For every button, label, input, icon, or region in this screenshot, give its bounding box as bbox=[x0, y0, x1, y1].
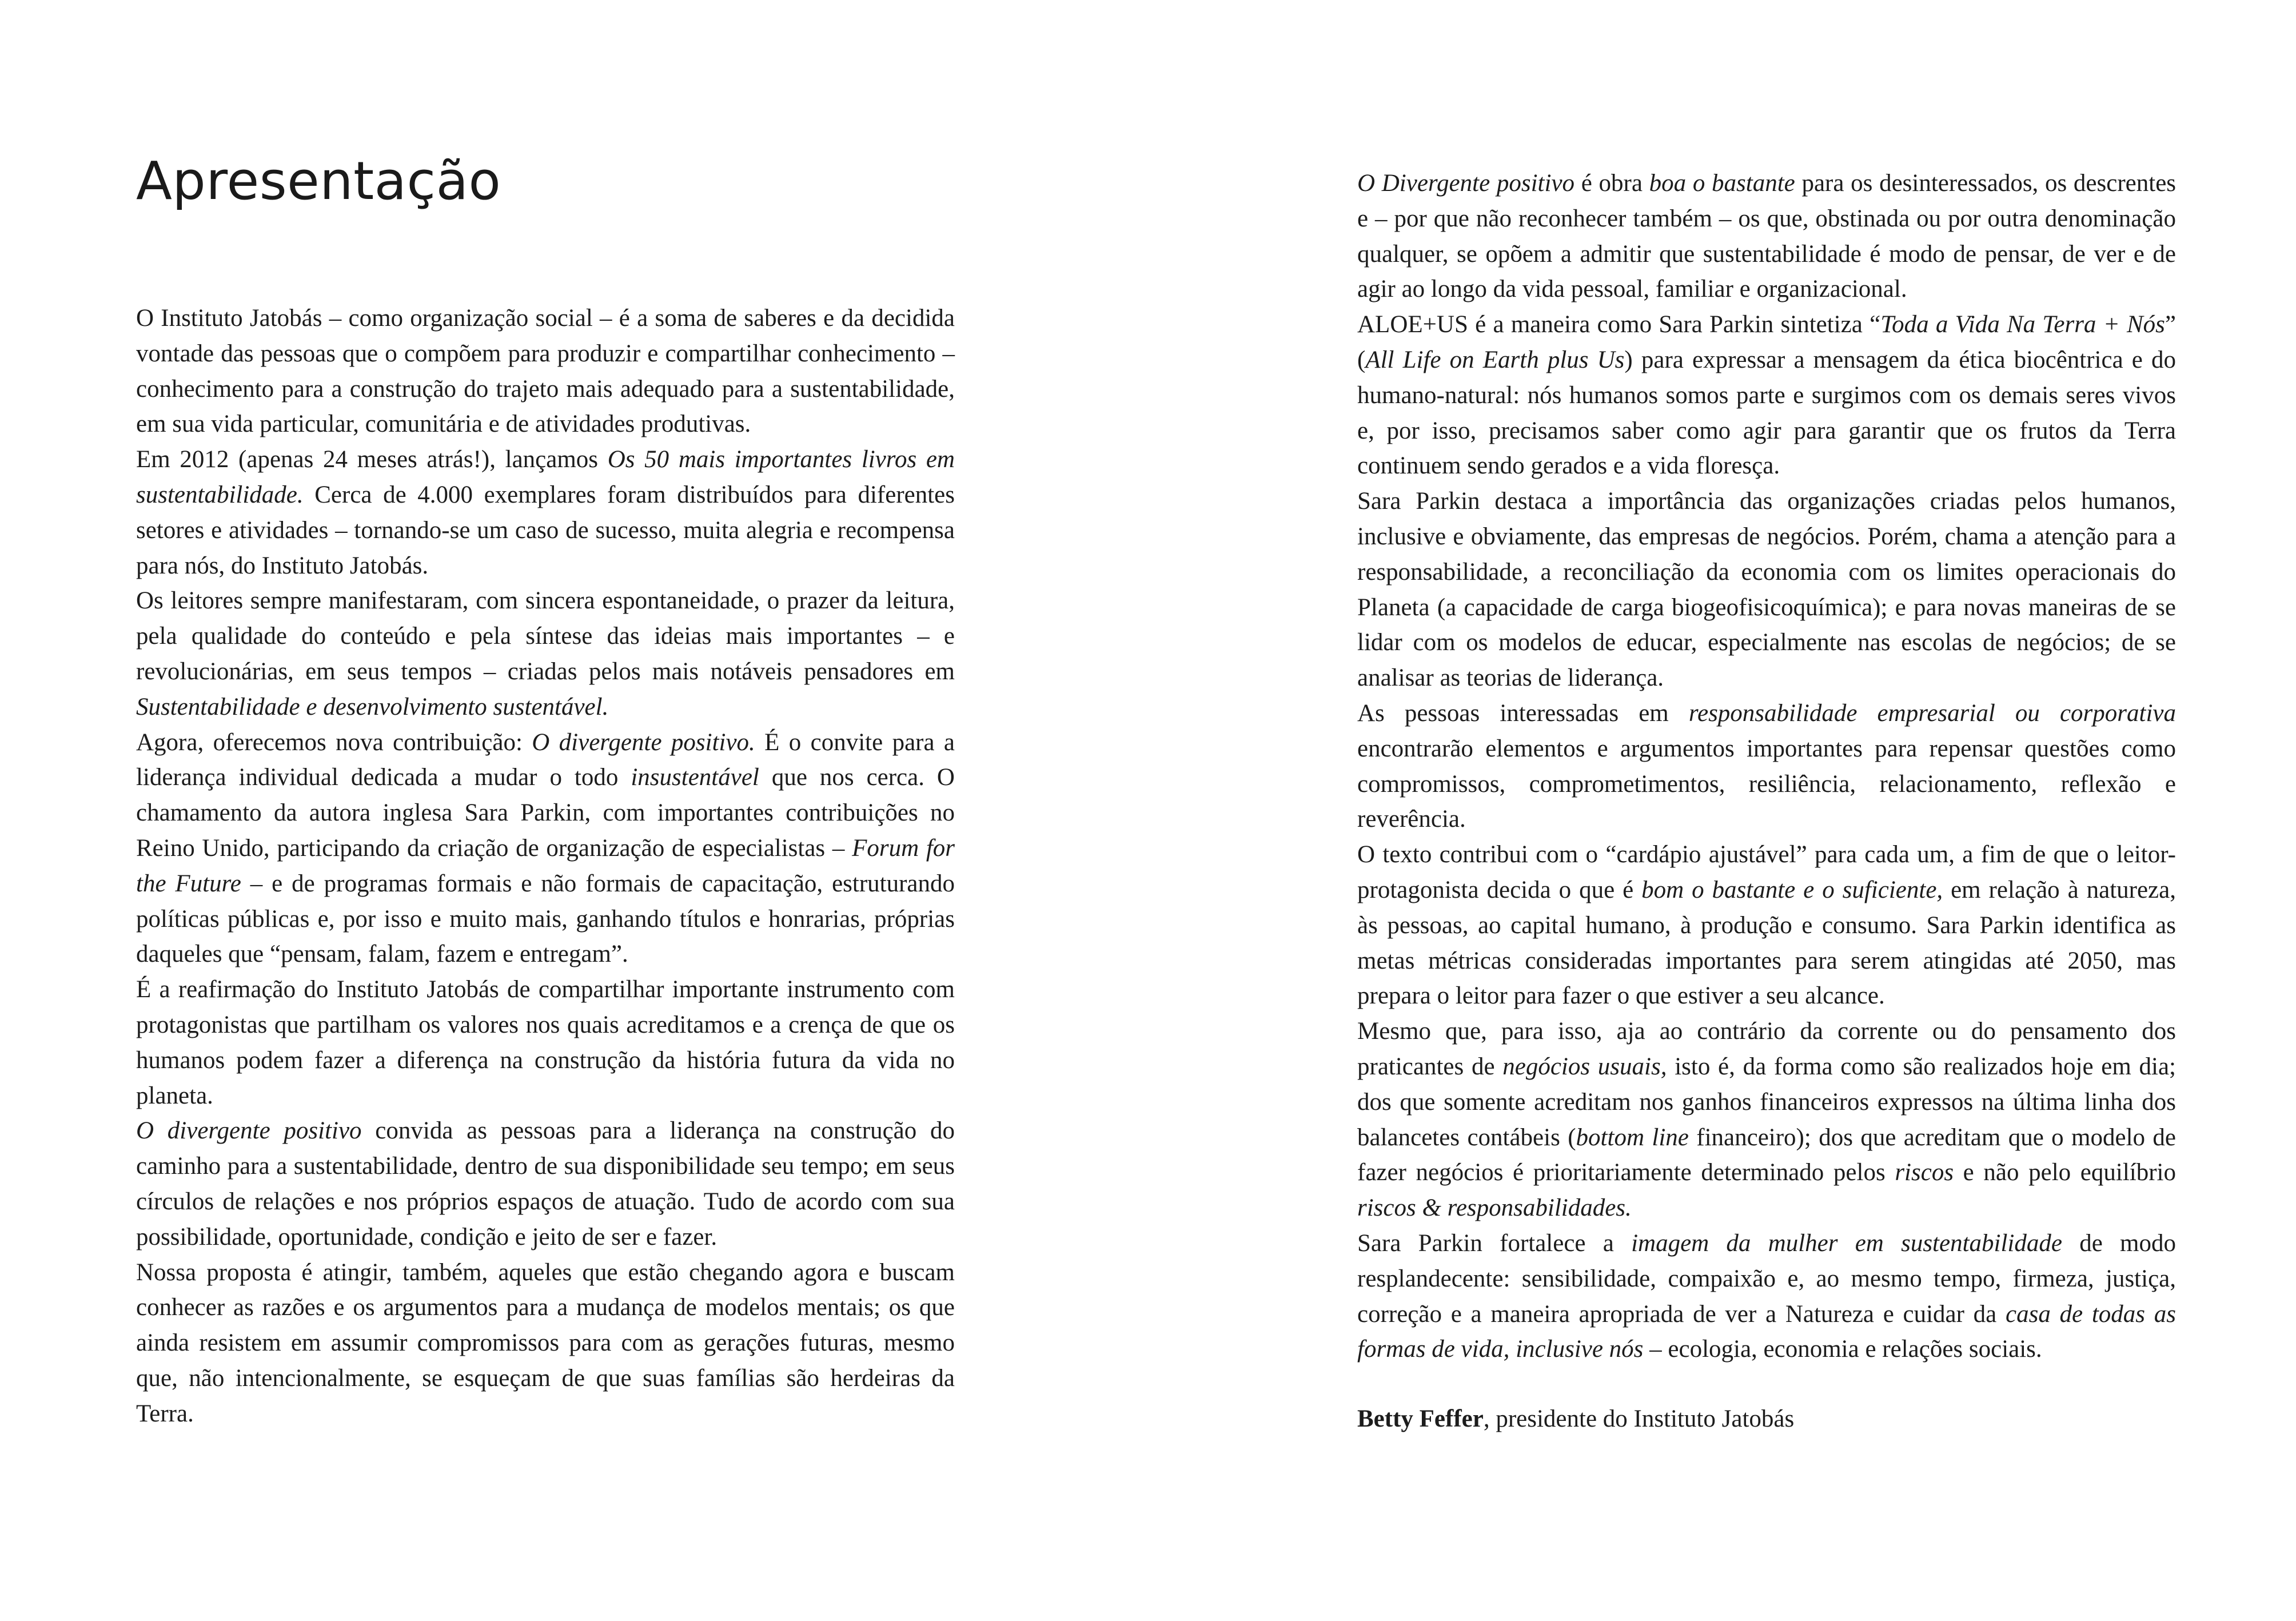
left-text-column bbox=[136, 301, 955, 1432]
left-paragraph bbox=[136, 1255, 955, 1432]
right-page bbox=[1148, 0, 2296, 1621]
signature-role: , presidente do Instituto Jatobás bbox=[1483, 1405, 1795, 1433]
text-run: O texto contribui com o “cardápio ajustável” para cada um, a fim de que o leitor-protagonista decida o que é bbox=[1357, 841, 2176, 903]
text-run: Nossa proposta é atingir, também, aqueles que estão chegando agora e buscam conhecer as razões e os argumentos para a mudança de modelos mentais; os que ainda resistem em assumir compromissos para com as gerações futuras, mesmo que, não intencionalmente, se esqueçam de que suas famílias são herdeiras da Terra. bbox=[136, 1258, 955, 1427]
italic-text: Forum for the Future bbox=[136, 834, 955, 897]
text-run: Agora, oferecemos nova contribuição: bbox=[136, 728, 532, 756]
right-paragraph bbox=[1357, 1014, 2176, 1226]
text-run: ) para expressar a mensagem da ética biocêntrica e do humano-natural: nós humanos somos parte e surgimos com os demais seres vivos e, por isso, precisamos saber como agir para garantir que os frutos da Terra continuem sendo gerados e a vida floresça. bbox=[1357, 346, 2177, 480]
italic-text: Os 50 mais importantes livros em sustentabilidade. bbox=[136, 446, 955, 508]
left-paragraph bbox=[136, 725, 955, 973]
italic-text: All Life on Earth plus Us bbox=[1365, 346, 1625, 373]
italic-text: insustentável bbox=[631, 764, 759, 791]
text-run: É a reafirmação do Instituto Jatobás de compartilhar importante instrumento com protagonistas que partilham os valores nos quais acreditamos e a crença de que os humanos podem fazer a diferença na construção da história futura da vida no planeta. bbox=[136, 976, 955, 1109]
right-paragraph bbox=[1357, 307, 2176, 484]
italic-text: riscos bbox=[1895, 1159, 1954, 1186]
text-run: ALOE+US é a maneira como Sara Parkin sintetiza “ bbox=[1357, 311, 1881, 338]
page-title: Apresentação bbox=[136, 150, 501, 212]
text-run: É o convite para a liderança individual dedicada a mudar o todo bbox=[136, 728, 955, 791]
italic-text: boa o bastante bbox=[1649, 170, 1795, 197]
italic-text: imagem da mulher em sustentabilidade bbox=[1631, 1229, 2062, 1257]
text-run: financeiro); dos que acreditam que o modelo de fazer negócios é prioritariamente determinado pelos bbox=[1357, 1124, 2177, 1186]
text-run: O Instituto Jatobás – como organização social – é a soma de saberes e da decidida vontade das pessoas que o compõem para produzir e compartilhar conhecimento – conhecimento para a construção do trajeto mais adequado para a sustentabilidade, em sua vida particular, comunitária e de atividades produtivas. bbox=[136, 305, 955, 438]
text-run: Sara Parkin fortalece a bbox=[1357, 1229, 1632, 1257]
text-run: Em 2012 (apenas 24 meses atrás!), lançamos bbox=[136, 446, 608, 473]
right-text-column bbox=[1357, 166, 2176, 1437]
italic-text: Toda a Vida Na Terra + Nós bbox=[1880, 311, 2165, 338]
italic-text: casa de todas as formas de vida, inclusive nós bbox=[1357, 1300, 2176, 1363]
text-run: convida as pessoas para a liderança na construção do caminho para a sustentabilidade, dentro de sua disponibilidade seu tempo; em seus círculos de relações e nos próprios espaços de atuação. Tudo de acordo com sua possibilidade, oportunidade, condição e jeito de ser e fazer. bbox=[136, 1117, 955, 1250]
italic-text: Sustentabilidade e desenvolvimento sustentável. bbox=[136, 693, 609, 720]
left-paragraph bbox=[136, 583, 955, 724]
text-run: ” ( bbox=[1357, 311, 2176, 373]
left-paragraph bbox=[136, 1113, 955, 1254]
italic-text: negócios usuais, bbox=[1502, 1053, 1667, 1080]
italic-text: riscos & responsabilidades. bbox=[1357, 1194, 1632, 1222]
text-run: Mesmo que, para isso, aja ao contrário da corrente ou do pensamento dos praticantes de bbox=[1357, 1018, 2176, 1080]
left-paragraph bbox=[136, 972, 955, 1113]
right-paragraph bbox=[1357, 696, 2176, 837]
text-run: Sara Parkin destaca a importância das organizações criadas pelos humanos, inclusive e obviamente, das empresas de negócios. Porém, chama a atenção para a responsabilidade, a reconciliação da economia com os limites operacionais do Planeta (a capacidade de carga biogeofisicoquímica); e para novas maneiras de se lidar com os modelos de educar, especialmente nas escolas de negócios; de se analisar as teorias de liderança. bbox=[1357, 488, 2176, 692]
right-paragraph bbox=[1357, 837, 2176, 1014]
text-run: que nos cerca. O chamamento da autora inglesa Sara Parkin, com importantes contribuições no Reino Unido, participando da criação de organização de especialistas – bbox=[136, 764, 955, 862]
italic-text: O divergente positivo. bbox=[532, 728, 755, 756]
signature-name: Betty Feffer bbox=[1357, 1405, 1484, 1433]
text-run: – e de programas formais e não formais de capacitação, estruturando políticas públicas e, por isso e muito mais, ganhando títulos e honrarias, próprias daqueles que “pensam, falam, fazem e entregam”. bbox=[136, 870, 955, 968]
italic-text: bom o bastante e o suficiente, bbox=[1641, 876, 1943, 903]
right-paragraph bbox=[1357, 1226, 2176, 1367]
italic-text: bottom line bbox=[1576, 1124, 1689, 1151]
right-paragraph bbox=[1357, 484, 2176, 696]
left-paragraph bbox=[136, 301, 955, 442]
italic-text: O Divergente positivo bbox=[1357, 170, 1575, 197]
text-run: é obra bbox=[1574, 170, 1649, 197]
signature bbox=[1357, 1401, 2176, 1437]
text-run: As pessoas interessadas em bbox=[1357, 699, 1689, 727]
text-run: Os leitores sempre manifestaram, com sincera espontaneidade, o prazer da leitura, pela qualidade do conteúdo e pela síntese das ideias mais importantes – e revolucionárias, em seus tempos – criadas pelos mais notáveis pensadores em bbox=[136, 587, 955, 685]
text-run: de modo resplandecente: sensibilidade, compaixão e, ao mesmo tempo, firmeza, justiça, correção e a maneira apropriada de ver a Natureza e cuidar da bbox=[1357, 1229, 2176, 1328]
text-run: e não pelo equilíbrio bbox=[1954, 1159, 2176, 1186]
text-run: – ecologia, economia e relações sociais. bbox=[1643, 1336, 2042, 1363]
text-run: em relação à natureza, às pessoas, ao capital humano, à produção e consumo. Sara Parkin identifica as metas métricas consideradas importantes para serem atingidas até 2050, mas prepara o leitor para fazer o que estiver a seu alcance. bbox=[1357, 876, 2176, 1010]
italic-text: responsabilidade empresarial ou corporativa bbox=[1688, 699, 2177, 727]
left-paragraph bbox=[136, 442, 955, 583]
italic-text: O divergente positivo bbox=[136, 1117, 362, 1145]
text-run: isto é, da forma como são realizados hoje em dia; dos que somente acreditam nos ganhos financeiros expressos na última linha dos balancetes contábeis ( bbox=[1357, 1053, 2176, 1151]
text-run: para os desinteressados, os descrentes e – por que não reconhecer também – os que, obstinada ou por outra denominação qualquer, se opõem a admitir que sustentabilidade é modo de pensar, de ver e de agir ao longo da vida pessoal, familiar e organizacional. bbox=[1357, 170, 2177, 303]
text-run: Cerca de 4.000 exemplares foram distribuídos para diferentes setores e atividades – tornando-se um caso de sucesso, muita alegria e recompensa para nós, do Instituto Jatobás. bbox=[136, 481, 955, 579]
right-paragraph bbox=[1357, 166, 2176, 307]
text-run: encontrarão elementos e argumentos importantes para repensar questões como compromissos, comprometimentos, resiliência, relacionamento, reflexão e reverência. bbox=[1357, 735, 2176, 833]
